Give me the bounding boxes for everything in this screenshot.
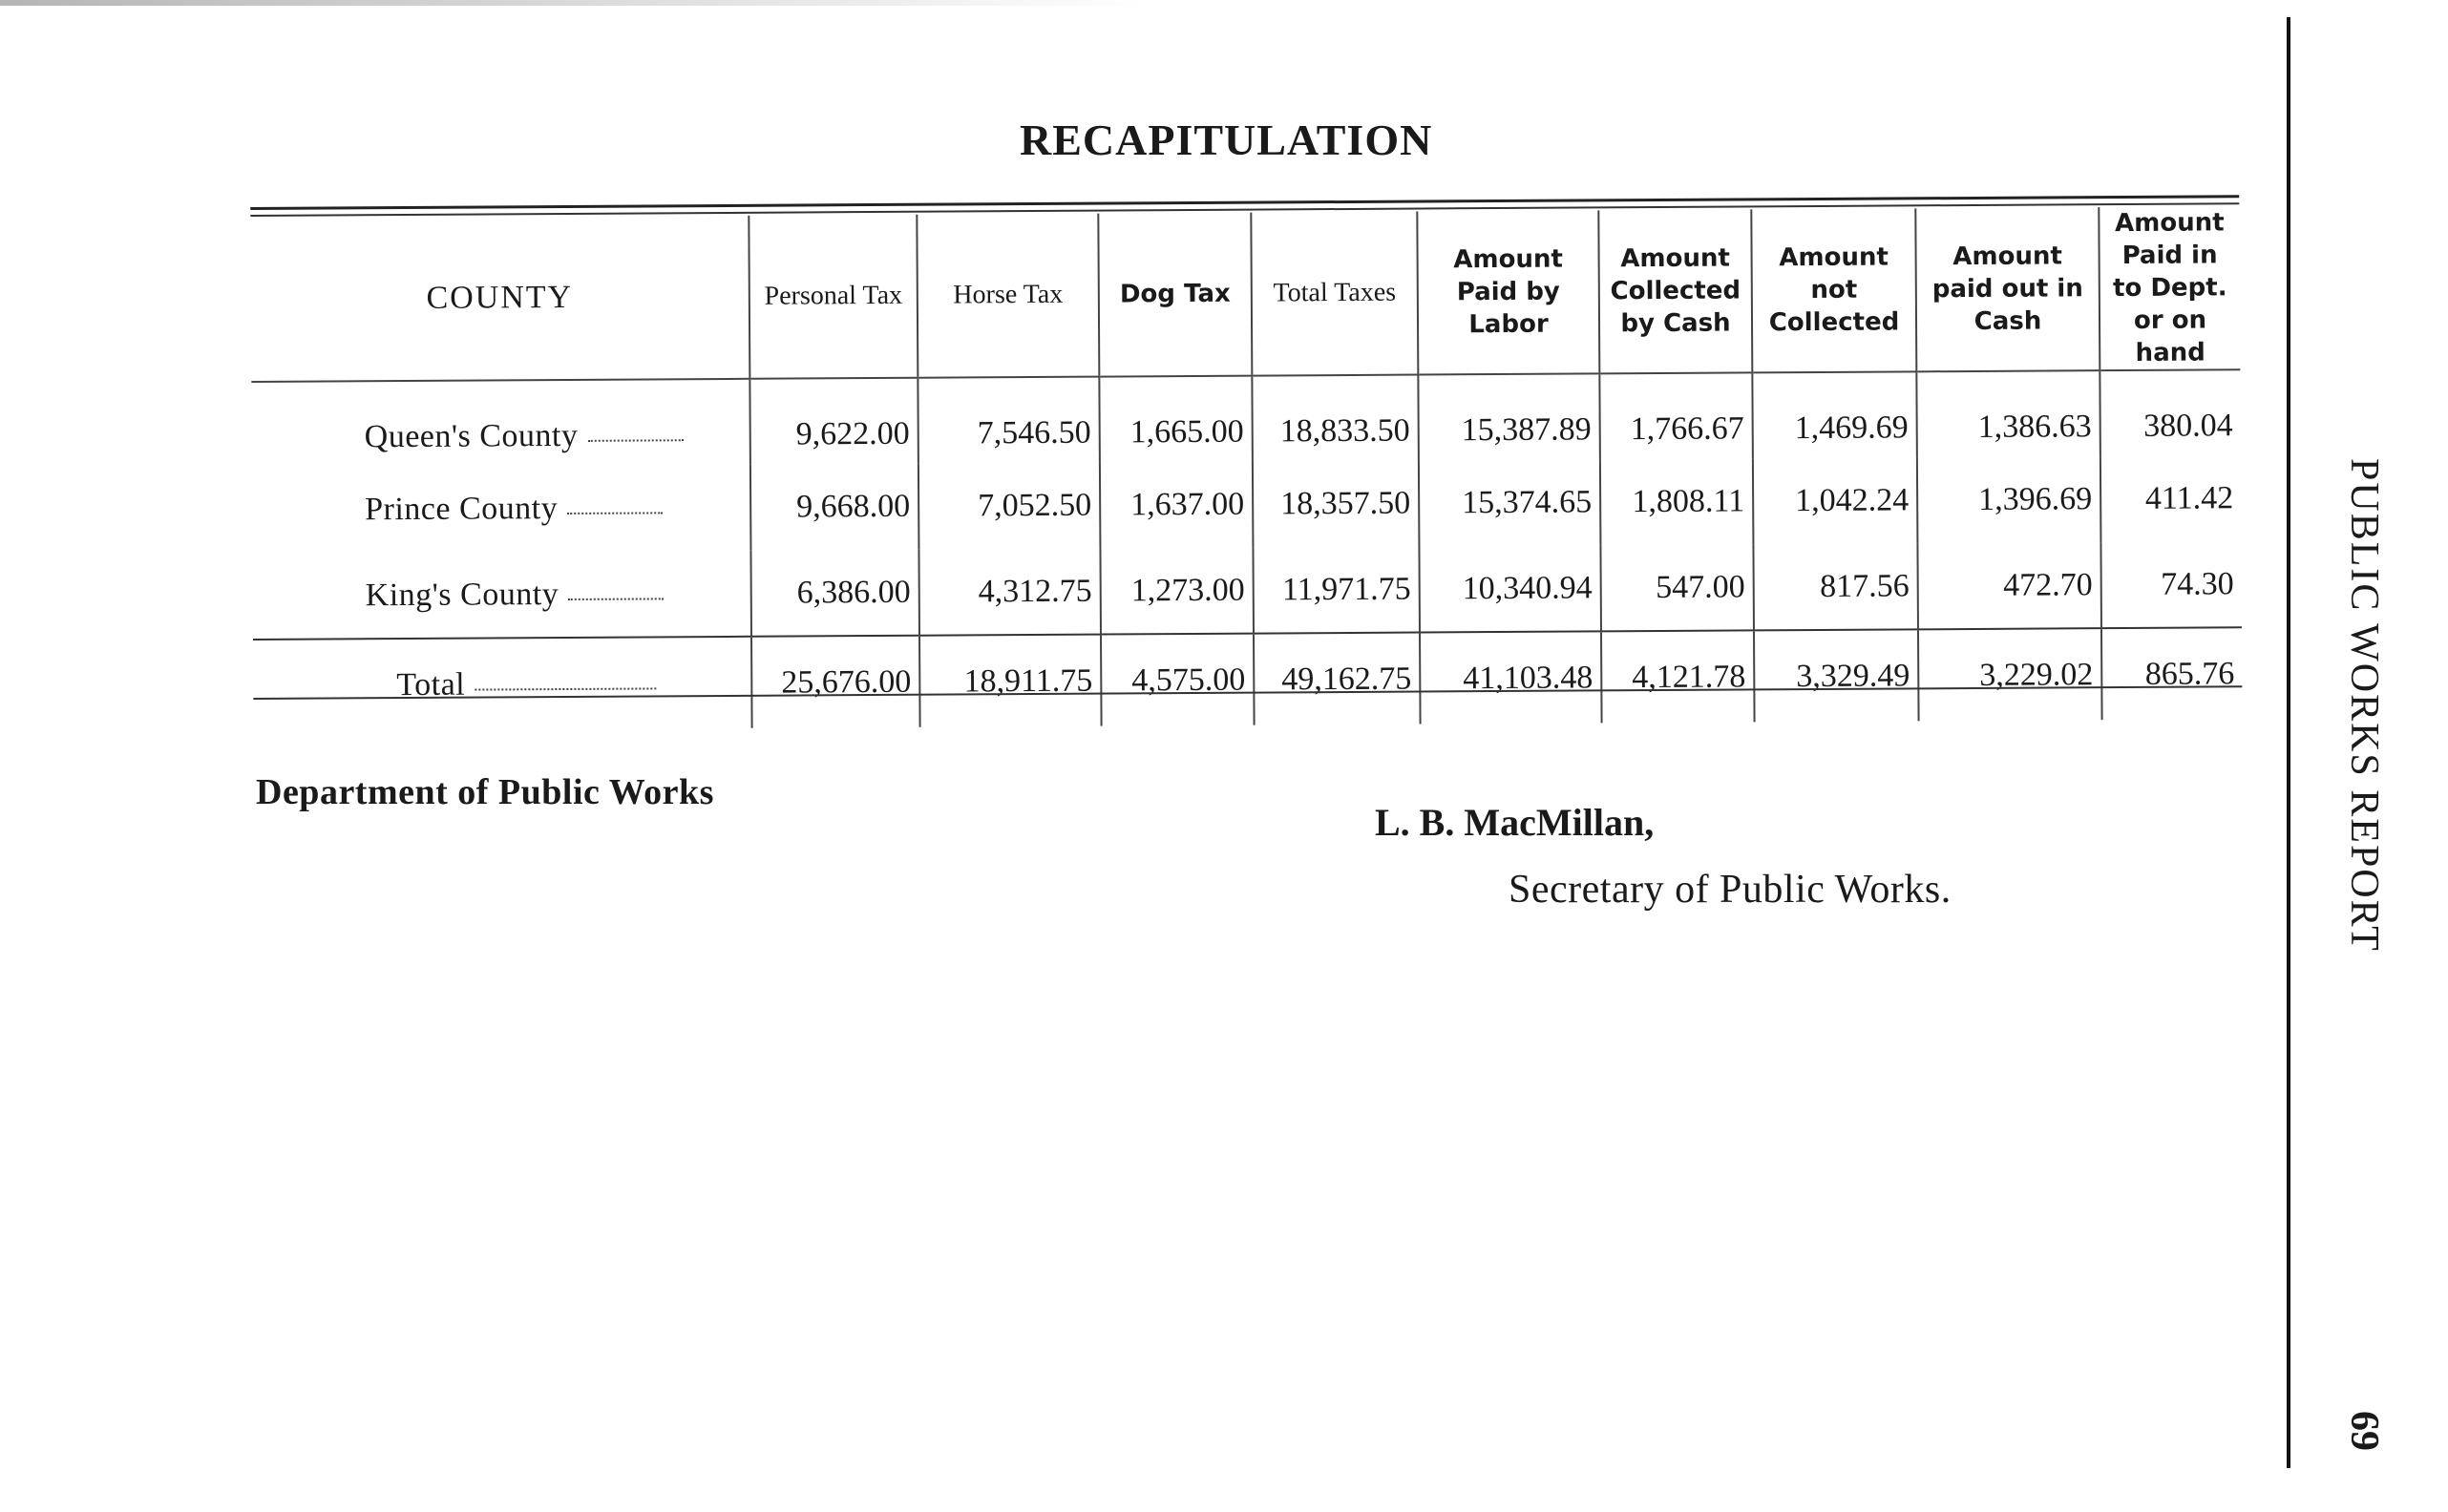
- dot-leader: [475, 687, 656, 690]
- cell-paid-by-labor: 15,387.89: [1418, 373, 1600, 460]
- cell-personal-tax: 25,676.00: [751, 636, 920, 728]
- header-county: COUNTY: [250, 216, 749, 382]
- cell-paid-out-cash: 1,396.69: [1917, 456, 2101, 543]
- cell-dog-tax: 1,637.00: [1100, 462, 1254, 549]
- table-row-prince-county: [252, 455, 2242, 554]
- department-name: Department of Public Works: [256, 772, 714, 812]
- cell-paid-out-cash: 472.70: [1917, 542, 2101, 629]
- dot-leader: [587, 439, 683, 442]
- total-label: Total: [396, 666, 466, 703]
- recapitulation-heading: RECAPITULATION: [1020, 116, 1433, 164]
- cell-collected-by-cash: 1,766.67: [1599, 372, 1753, 459]
- cell-not-collected: 1,469.69: [1752, 371, 1917, 458]
- header-total-taxes: Total Taxes: [1251, 212, 1418, 376]
- cell-dog-tax: 1,273.00: [1100, 548, 1254, 635]
- cell-personal-tax: 6,386.00: [750, 550, 919, 637]
- cell-horse-tax: 7,052.50: [918, 463, 1101, 550]
- table-row-queens-county: [251, 369, 2241, 468]
- cell-paid-by-labor: 41,103.48: [1420, 631, 1602, 724]
- header-paid-out-cash: Amount paid out in Cash: [1915, 207, 2100, 371]
- cell-horse-tax: 18,911.75: [919, 635, 1102, 727]
- cell-horse-tax: 7,546.50: [918, 377, 1100, 464]
- cell-paid-by-labor: 10,340.94: [1419, 545, 1601, 632]
- table-row-total: [253, 627, 2243, 731]
- margin-vertical-rule: [2287, 17, 2290, 1468]
- county-name: Prince County: [365, 491, 559, 528]
- cell-dog-tax: 1,665.00: [1099, 376, 1253, 463]
- dot-leader: [567, 512, 663, 514]
- cell-paid-by-labor: 15,374.65: [1419, 459, 1601, 546]
- cell-total-taxes: 18,833.50: [1252, 375, 1419, 462]
- cell-paid-to-dept: 380.04: [2100, 369, 2241, 456]
- dot-leader: [568, 598, 664, 600]
- page-number: 69: [2342, 1411, 2386, 1451]
- recapitulation-table-container: [250, 155, 2243, 759]
- cell-county: [251, 379, 750, 468]
- table-row-kings-county: [252, 541, 2242, 640]
- cell-paid-to-dept: 74.30: [2100, 541, 2242, 628]
- cell-total-taxes: 18,357.50: [1253, 461, 1420, 548]
- header-personal-tax: Personal Tax: [749, 215, 918, 379]
- signer-name: L. B. MacMillan,: [1375, 801, 1655, 844]
- header-paid-to-dept: Amount Paid in to Dept. or on hand: [2099, 206, 2240, 370]
- cell-paid-to-dept: 411.42: [2100, 455, 2242, 542]
- county-name: King's County: [365, 576, 559, 613]
- cell-horse-tax: 4,312.75: [918, 549, 1101, 636]
- cell-personal-tax: 9,668.00: [750, 464, 919, 551]
- cell-not-collected: 817.56: [1753, 543, 1918, 630]
- cell-paid-out-cash: 1,386.63: [1916, 370, 2100, 457]
- cell-county: [252, 551, 751, 640]
- cell-paid-out-cash: 3,229.02: [1918, 628, 2102, 721]
- cell-total-label: [253, 637, 752, 731]
- header-collected-by-cash: Amount Collected by Cash: [1598, 209, 1752, 373]
- header-dog-tax: Dog Tax: [1098, 213, 1252, 377]
- cell-paid-to-dept: 865.76: [2101, 627, 2243, 720]
- cell-collected-by-cash: 1,808.11: [1600, 458, 1754, 545]
- running-header: PUBLIC WORKS REPORT: [2342, 458, 2386, 953]
- cell-dog-tax: 4,575.00: [1101, 634, 1255, 726]
- cell-total-taxes: 49,162.75: [1254, 633, 1421, 725]
- cell-personal-tax: 9,622.00: [749, 378, 918, 465]
- header-horse-tax: Horse Tax: [917, 214, 1099, 378]
- header-not-collected: Amount not Collected: [1751, 208, 1916, 372]
- cell-county: [252, 465, 751, 554]
- county-name: Queen's County: [364, 417, 579, 454]
- header-paid-by-labor: Amount Paid by Labor: [1417, 210, 1599, 374]
- scan-edge-shadow: [0, 0, 1146, 6]
- cell-not-collected: 1,042.24: [1753, 457, 1918, 544]
- recapitulation-table: [250, 206, 2242, 731]
- signer-title: Secretary of Public Works.: [1509, 868, 1952, 912]
- cell-total-taxes: 11,971.75: [1253, 547, 1420, 634]
- cell-collected-by-cash: 4,121.78: [1601, 630, 1755, 723]
- cell-not-collected: 3,329.49: [1754, 629, 1919, 722]
- table-header-row: [250, 206, 2240, 382]
- cell-collected-by-cash: 547.00: [1600, 544, 1754, 631]
